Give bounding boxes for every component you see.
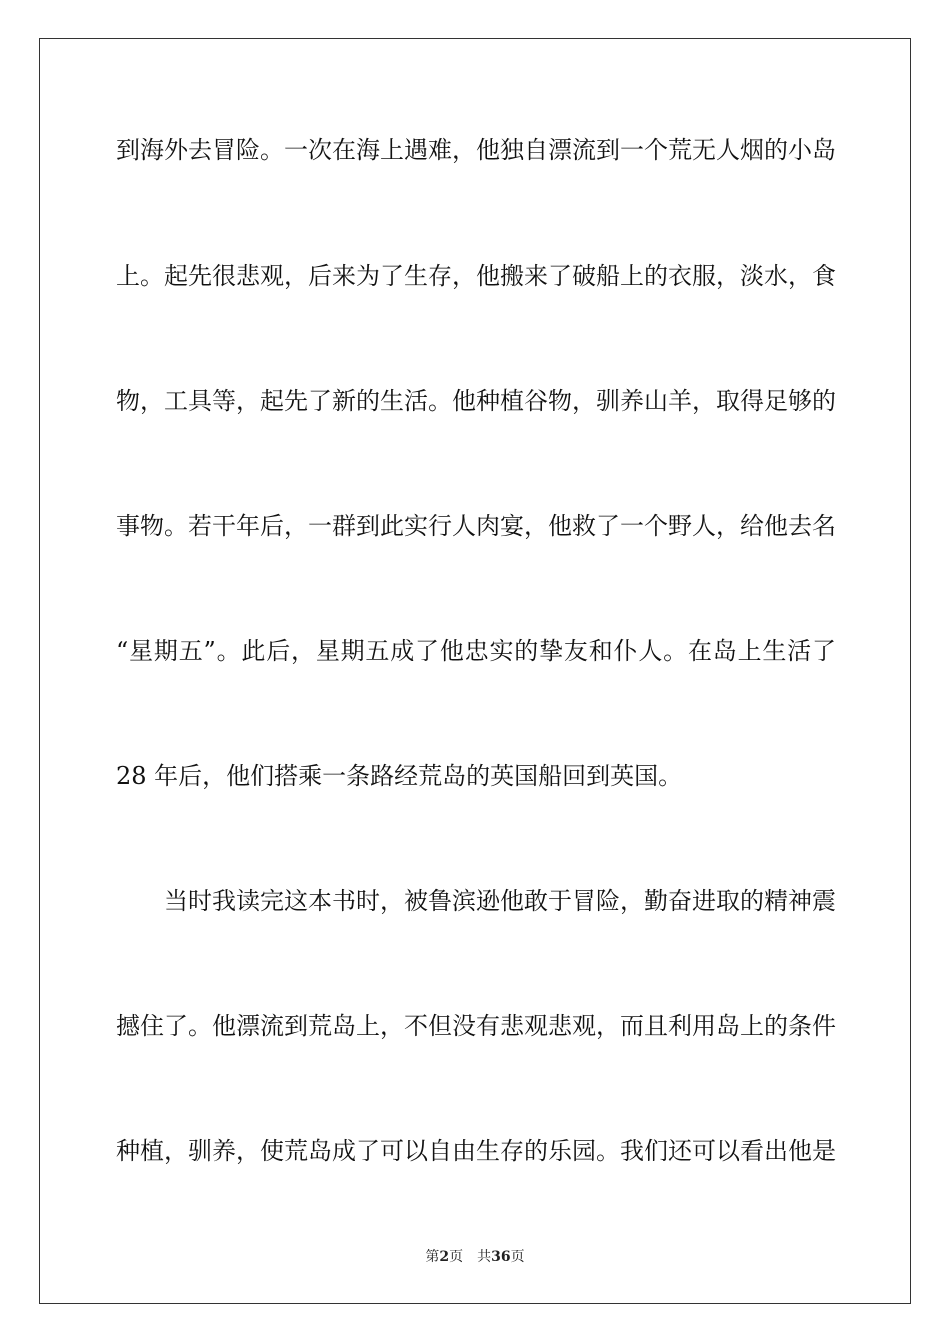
page-label-prefix: 第 [425,1249,440,1265]
text-line-7: 当时我读完这本书时，被鲁滨逊他敢于冒险，勤奋进取的精神震 [164,887,836,915]
text-line-1: 到海外去冒险。一次在海上遇难，他独自漂流到一个荒无人烟的小岛 [116,136,836,164]
text-line-2: 上。起先很悲观，后来为了生存，他搬来了破船上的衣服，淡水，食 [116,262,836,290]
text-line-5: “星期五”。此后，星期五成了他忠实的挚友和仆人。在岛上生活了 [116,637,836,665]
total-pages: 36 [491,1249,511,1265]
text-line-4: 事物。若干年后，一群到此实行人肉宴，他救了一个野人，给他去名 [116,512,836,540]
page-footer [0,1248,950,1266]
text-line-6: 28 年后，他们搭乘一条路经荒岛的英国船回到英国。 [116,762,683,790]
text-line-8: 撼住了。他漂流到荒岛上，不但没有悲观悲观，而且利用岛上的条件 [116,1012,836,1040]
total-label-suffix: 页 [510,1249,525,1265]
page-label-suffix: 页 [449,1249,464,1265]
page-border [39,38,911,1304]
page-number: 2 [439,1249,450,1265]
text-line-3: 物，工具等，起先了新的生活。他种植谷物，驯养山羊，取得足够的 [116,387,836,415]
text-line-9: 种植，驯养，使荒岛成了可以自由生存的乐园。我们还可以看出他是 [116,1137,836,1165]
total-label-prefix: 共 [477,1249,492,1265]
